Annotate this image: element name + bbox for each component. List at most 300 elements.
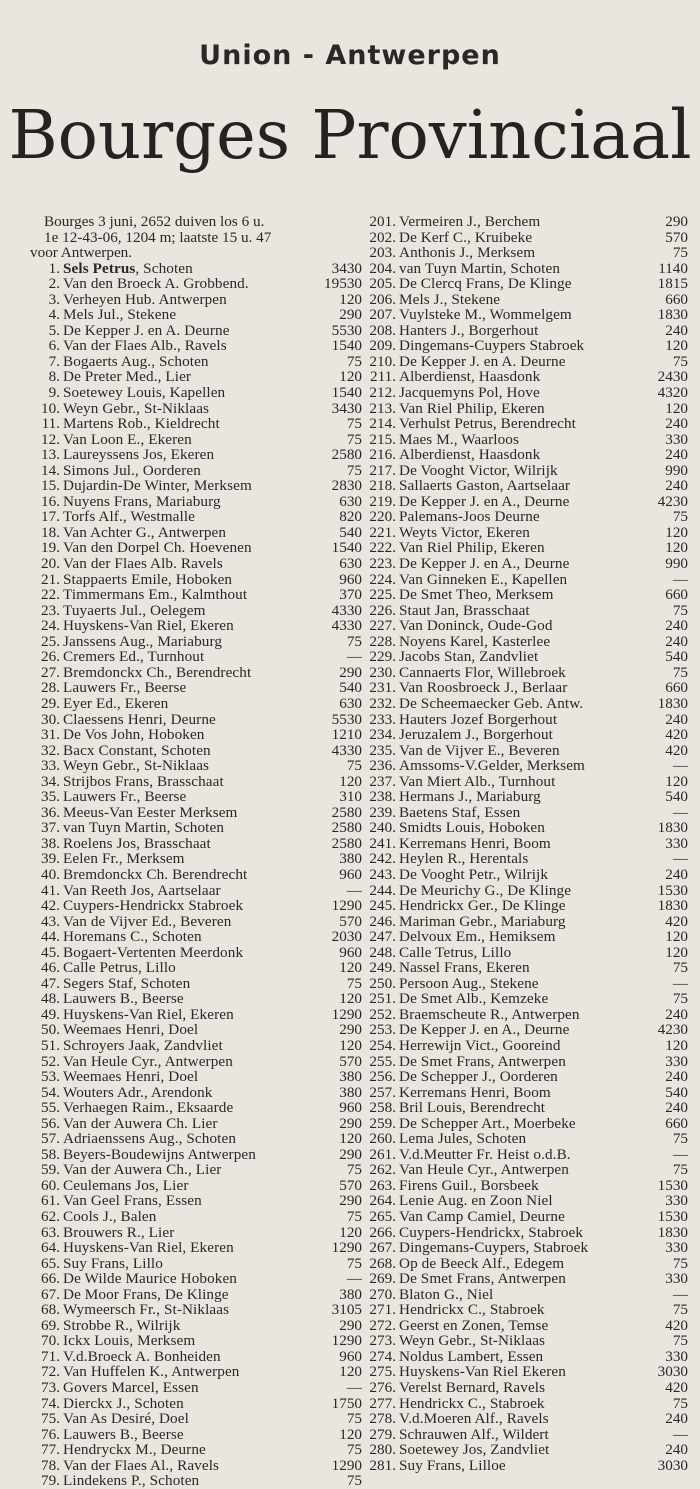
fancier-name	[63, 261, 326, 277]
prize-amount: 380	[339, 1286, 362, 1303]
result-rank: 36.	[41, 804, 60, 821]
result-row	[30, 665, 362, 681]
result-rank: 277.	[369, 1395, 396, 1412]
intro-line-1: Bourges 3 juni, 2652 duiven los 6 u.	[44, 213, 265, 230]
result-row	[30, 1302, 362, 1318]
result-row	[361, 432, 688, 448]
result-row	[361, 1162, 688, 1178]
prize-amount: 3430	[331, 260, 362, 277]
result-row	[361, 245, 688, 261]
result-row	[361, 820, 688, 836]
prize-amount: 120	[665, 338, 688, 354]
result-rank: 268.	[369, 1255, 396, 1272]
prize-amount: 1290	[331, 898, 362, 914]
result-row	[361, 494, 688, 510]
result-rank: 23.	[41, 602, 60, 619]
result-row	[361, 727, 688, 743]
prize-amount: 660	[665, 1115, 688, 1132]
result-row	[30, 743, 362, 759]
result-row	[30, 1193, 362, 1209]
fancier-name: Soetewey Louis, Kapellen	[63, 385, 226, 401]
prize-amount: 310	[339, 789, 362, 805]
fancier-name: De Kepper J. en A., Deurne	[399, 556, 570, 572]
prize-amount: 120	[339, 960, 362, 976]
result-row	[30, 525, 362, 541]
result-row	[30, 416, 362, 432]
fancier-name: Schroyers Jaak, Zandvliet	[63, 1037, 223, 1054]
result-rank: 59.	[41, 1162, 60, 1178]
result-rank: 276.	[369, 1380, 396, 1396]
fancier-name: De Smet Alb., Kemzeke	[399, 991, 549, 1007]
result-row	[30, 1022, 362, 1038]
fancier-name: Lauwers Fr., Beerse	[63, 680, 187, 696]
prize-amount: 75	[346, 462, 362, 479]
fancier-name: Nassel Frans, Ekeren	[399, 960, 530, 976]
result-row	[30, 1318, 362, 1334]
fancier-name: De Kepper J. en A. Deurne	[399, 353, 566, 370]
result-row	[30, 991, 362, 1007]
fancier-name: Geerst en Zonen, Temse	[399, 1317, 549, 1334]
prize-amount: 120	[665, 1037, 688, 1054]
result-row	[30, 634, 362, 650]
result-rank: 229.	[369, 649, 396, 665]
result-row	[30, 369, 362, 385]
result-rank: 2.	[48, 276, 60, 292]
fancier-name: Nuyens Frans, Mariaburg	[63, 493, 221, 510]
result-rank: 244.	[369, 882, 396, 899]
result-rank: 258.	[369, 1100, 396, 1116]
result-row	[30, 1442, 362, 1458]
result-row	[30, 432, 362, 448]
result-rank: 249.	[369, 960, 396, 976]
result-row	[30, 945, 362, 961]
result-rank: 41.	[41, 882, 60, 899]
fancier-name: Schrauwen Alf., Wildert	[399, 1426, 549, 1443]
prize-amount: 820	[339, 509, 362, 525]
result-row	[361, 774, 688, 790]
fancier-name: Weyn Gebr., St-Niklaas	[63, 758, 210, 774]
result-row	[30, 1287, 362, 1303]
fancier-name: Vermeiren J., Berchem	[399, 214, 541, 230]
result-row	[361, 1240, 688, 1256]
fancier-name: Van Roosbroeck J., Berlaar	[399, 680, 568, 696]
prize-amount: 990	[665, 556, 688, 572]
prize-amount: 75	[346, 416, 362, 432]
prize-amount: 1830	[657, 898, 688, 914]
result-rank: 259.	[369, 1115, 396, 1132]
prize-amount: 630	[339, 556, 362, 572]
result-rank: 73.	[41, 1380, 60, 1396]
result-row	[30, 509, 362, 525]
prize-amount: 4320	[657, 385, 688, 401]
result-rank: 265.	[369, 1209, 396, 1225]
result-row	[30, 494, 362, 510]
fancier-name: Huyskens-Van Riel, Ekeren	[63, 618, 234, 634]
result-rank: 31.	[41, 727, 60, 743]
fancier-name: Van Riel Philip, Ekeren	[399, 400, 545, 417]
fancier-name: Vuylsteke M., Wommelgem	[399, 307, 572, 323]
result-row	[30, 354, 362, 370]
fancier-name: Adriaenssens Aug., Schoten	[63, 1131, 237, 1147]
prize-amount: 120	[665, 524, 688, 541]
prize-amount: 75	[346, 353, 362, 370]
prize-amount: 570	[665, 229, 688, 246]
result-row	[361, 401, 688, 417]
fancier-name: Dingemans-Cuypers, Stabroek	[399, 1240, 589, 1256]
results-column-left	[30, 214, 362, 1489]
result-rank: 32.	[41, 742, 60, 759]
result-row	[30, 1007, 362, 1023]
result-row	[361, 556, 688, 572]
fancier-name: Dierckx J., Schoten	[63, 1395, 184, 1412]
result-rank: 50.	[41, 1022, 60, 1038]
result-rank: 217.	[369, 462, 396, 479]
result-rank: 56.	[41, 1115, 60, 1132]
prize-amount: 120	[339, 1037, 362, 1054]
result-row	[361, 1054, 688, 1070]
prize-amount: 2580	[331, 835, 362, 852]
fancier-name: Bremdonckx Ch. Berendrecht	[63, 866, 248, 883]
prize-amount: 3030	[657, 1364, 688, 1381]
result-row	[361, 1287, 688, 1303]
prize-amount: 75	[346, 1209, 362, 1225]
fancier-name: De Clercq Frans, De Klinge	[399, 276, 572, 292]
result-row	[361, 587, 688, 603]
result-row	[30, 914, 362, 930]
fancier-name: Noldus Lambert, Essen	[399, 1348, 544, 1365]
result-row	[361, 540, 688, 556]
result-row	[361, 1147, 688, 1163]
result-rank: 237.	[369, 773, 396, 790]
result-row	[361, 618, 688, 634]
result-rank: 240.	[369, 820, 396, 836]
fancier-name: Huyskens-Van Riel, Ekeren	[63, 1006, 234, 1023]
fancier-name: Weyts Victor, Ekeren	[399, 524, 530, 541]
prize-amount: 120	[339, 291, 362, 308]
prize-amount: 330	[665, 1348, 688, 1365]
result-row	[361, 525, 688, 541]
result-rank: 5.	[48, 322, 60, 339]
prize-amount: 2580	[331, 804, 362, 821]
fancier-name: De Smet Frans, Antwerpen	[399, 1271, 566, 1287]
fancier-name: van Tuyn Martin, Schoten	[63, 820, 225, 836]
result-rank: 263.	[369, 1177, 396, 1194]
fancier-name: Delvoux Em., Hemiksem	[399, 929, 556, 945]
result-row	[361, 1364, 688, 1380]
result-rank: 21.	[41, 571, 60, 588]
result-rank: 75.	[41, 1411, 60, 1427]
result-rank: 47.	[41, 975, 60, 992]
result-row	[361, 680, 688, 696]
prize-amount: 570	[339, 1053, 362, 1070]
prize-amount: 75	[346, 758, 362, 774]
fancier-name: Hermans J., Mariaburg	[399, 789, 541, 805]
result-rank: 248.	[369, 944, 396, 961]
prize-amount: 240	[665, 1069, 688, 1085]
result-row	[361, 1178, 688, 1194]
result-rank: 55.	[41, 1100, 60, 1116]
result-rank: 34.	[41, 773, 60, 790]
result-rank: 221.	[369, 524, 396, 541]
result-rank: 17.	[41, 509, 60, 525]
result-rank: 281.	[369, 1457, 396, 1474]
result-row	[361, 1069, 688, 1085]
prize-amount: 570	[339, 1177, 362, 1194]
result-row	[361, 758, 688, 774]
result-rank: 58.	[41, 1146, 60, 1163]
fancier-name: De Moor Frans, De Klinge	[63, 1286, 229, 1303]
result-rank: 26.	[41, 649, 60, 665]
result-rank: 218.	[369, 478, 396, 494]
fancier-name: Van de Vijver Ed., Beveren	[63, 913, 232, 930]
result-row	[30, 960, 362, 976]
fancier-name: Ickx Louis, Merksem	[63, 1333, 196, 1349]
result-row	[30, 1100, 362, 1116]
result-row	[30, 836, 362, 852]
fancier-name: Mels J., Stekene	[399, 291, 501, 308]
result-row	[30, 401, 362, 417]
result-row	[30, 805, 362, 821]
fancier-name: Amssoms-V.Gelder, Merksem	[399, 758, 585, 774]
prize-amount: 960	[339, 1348, 362, 1365]
prize-amount: 75	[346, 1473, 362, 1489]
prize-amount: —	[346, 882, 362, 899]
fancier-name: Strobbe R., Wilrijk	[63, 1317, 181, 1334]
result-rank: 278.	[369, 1411, 396, 1427]
result-rank: 205.	[369, 276, 396, 292]
result-row	[361, 867, 688, 883]
fancier-name: Kerremans Henri, Boom	[399, 835, 551, 852]
result-row	[361, 960, 688, 976]
prize-amount: 1290	[331, 1333, 362, 1349]
prize-amount: 4330	[331, 742, 362, 759]
result-rank: 1.	[48, 260, 60, 277]
fancier-name: Bogaerts Aug., Schoten	[63, 353, 209, 370]
result-row	[361, 385, 688, 401]
result-rank: 78.	[41, 1457, 60, 1474]
fancier-name: Cuypers-Hendrickx Stabroek	[63, 898, 244, 914]
fancier-name: Verhaegen Raim., Eksaarde	[63, 1100, 234, 1116]
result-row	[361, 1131, 688, 1147]
fancier-name: Verhulst Petrus, Berendrecht	[399, 416, 576, 432]
prize-amount: 1210	[331, 727, 362, 743]
race-intro	[30, 214, 362, 261]
result-row	[361, 712, 688, 728]
fancier-name: Maes M., Waarloos	[399, 431, 519, 448]
fancier-name: Suy Frans, Lillo	[63, 1255, 163, 1272]
results-column-right	[361, 214, 688, 1473]
result-row	[361, 509, 688, 525]
result-rank: 54.	[41, 1084, 60, 1101]
result-row	[30, 851, 362, 867]
fancier-name: Meeus-Van Eester Merksem	[63, 804, 238, 821]
result-row	[30, 867, 362, 883]
fancier-name: Van der Flaes Alb. Ravels	[63, 556, 223, 572]
result-rank: 76.	[41, 1426, 60, 1443]
result-rank: 38.	[41, 835, 60, 852]
result-rank: 45.	[41, 944, 60, 961]
result-rank: 275.	[369, 1364, 396, 1381]
prize-amount: 75	[672, 1333, 688, 1349]
result-rank: 53.	[41, 1069, 60, 1085]
prize-amount: 240	[665, 478, 688, 494]
fancier-name: Claessens Henri, Deurne	[63, 711, 216, 728]
result-row	[30, 1162, 362, 1178]
fancier-name: Braemscheute R., Antwerpen	[399, 1006, 580, 1023]
fancier-name: Jacquemyns Pol, Hove	[399, 385, 540, 401]
fancier-name: Van der Flaes Alb., Ravels	[63, 338, 227, 354]
prize-amount: 75	[672, 602, 688, 619]
fancier-name: Van As Desiré, Doel	[63, 1411, 189, 1427]
prize-amount: 120	[665, 773, 688, 790]
result-rank: 216.	[369, 447, 396, 463]
prize-amount: —	[672, 975, 688, 992]
result-row	[361, 1318, 688, 1334]
result-rank: 266.	[369, 1224, 396, 1241]
result-row	[30, 712, 362, 728]
prize-amount: 290	[339, 1115, 362, 1132]
prize-amount: 75	[672, 991, 688, 1007]
result-rank: 72.	[41, 1364, 60, 1381]
fancier-name: Van Miert Alb., Turnhout	[399, 773, 556, 790]
prize-amount: 120	[665, 944, 688, 961]
result-rank: 228.	[369, 633, 396, 650]
fancier-name: De Vooght Petr., Wilrijk	[399, 866, 549, 883]
fancier-name: Dujardin-De Winter, Merksem	[63, 478, 252, 494]
fancier-name: Van den Dorpel Ch. Hoevenen	[63, 540, 252, 557]
prize-amount: 5530	[331, 711, 362, 728]
result-row	[361, 416, 688, 432]
prize-amount: 330	[665, 1240, 688, 1256]
result-rank: 214.	[369, 416, 396, 432]
fancier-name: Blaton G., Niel	[399, 1286, 494, 1303]
fancier-name: Roelens Jos, Brasschaat	[63, 835, 211, 852]
prize-amount: 120	[339, 991, 362, 1007]
fancier-name: Herrewijn Vict., Gooreind	[399, 1037, 561, 1054]
fancier-name: Huyskens-Van Riel, Ekeren	[63, 1240, 234, 1256]
prize-amount: 290	[339, 307, 362, 323]
prize-amount: 540	[339, 524, 362, 541]
result-row	[361, 323, 688, 339]
intro-line-2: 1e 12-43-06, 1204 m; laatste 15 u. 47	[44, 228, 272, 246]
fancier-name: Cuypers-Hendrickx, Stabroek	[399, 1224, 584, 1241]
result-row	[30, 338, 362, 354]
result-row	[30, 307, 362, 323]
fancier-name: Noyens Karel, Kasterlee	[399, 633, 551, 650]
prize-amount: 75	[672, 353, 688, 370]
result-rank: 242.	[369, 851, 396, 867]
fancier-name: Anthonis J., Merksem	[399, 245, 536, 261]
prize-amount: 240	[665, 633, 688, 650]
result-row	[361, 851, 688, 867]
prize-amount: 290	[339, 1022, 362, 1038]
prize-amount: 5530	[331, 322, 362, 339]
results-list-left	[30, 261, 362, 1489]
prize-amount: 570	[339, 913, 362, 930]
result-rank: 40.	[41, 866, 60, 883]
result-rank: 224.	[369, 571, 396, 588]
fancier-name: Ceulemans Jos, Lier	[63, 1177, 189, 1194]
fancier-name: Weemaes Henri, Doel	[63, 1069, 199, 1085]
result-rank: 238.	[369, 789, 396, 805]
result-row	[361, 1100, 688, 1116]
result-rank: 7.	[48, 353, 60, 370]
result-rank: 10.	[41, 400, 60, 417]
result-rank: 60.	[41, 1177, 60, 1194]
prize-amount: 1830	[657, 1224, 688, 1241]
result-rank: 236.	[369, 758, 396, 774]
fancier-name: Alberdienst, Haasdonk	[399, 369, 541, 386]
result-rank: 46.	[41, 960, 60, 976]
result-row	[30, 1085, 362, 1101]
result-row	[361, 230, 688, 246]
prize-amount: 3105	[331, 1302, 362, 1318]
prize-amount: 75	[346, 1255, 362, 1272]
result-row	[361, 1085, 688, 1101]
result-row	[30, 1240, 362, 1256]
result-rank: 232.	[369, 695, 396, 712]
fancier-name: Brouwers R., Lier	[63, 1224, 175, 1241]
result-rank: 49.	[41, 1006, 60, 1023]
prize-amount: 1830	[657, 307, 688, 323]
fancier-name: Eyer Ed., Ekeren	[63, 695, 169, 712]
result-row	[361, 1225, 688, 1241]
result-row	[361, 463, 688, 479]
result-row	[361, 1007, 688, 1023]
result-row	[30, 1256, 362, 1272]
result-rank: 251.	[369, 991, 396, 1007]
result-rank: 30.	[41, 711, 60, 728]
result-row	[30, 447, 362, 463]
prize-amount: 420	[665, 1317, 688, 1334]
result-row	[30, 1349, 362, 1365]
prize-amount: 420	[665, 1380, 688, 1396]
prize-amount: 120	[339, 1426, 362, 1443]
intro-line-3: voor Antwerpen.	[30, 244, 133, 262]
fancier-name: De Vos John, Hoboken	[63, 727, 205, 743]
fancier-name: Lauwers Fr., Beerse	[63, 789, 187, 805]
fancier-name: V.d.Meutter Fr. Heist o.d.B.	[399, 1146, 571, 1163]
fancier-name: Horemans C., Schoten	[63, 929, 202, 945]
result-row	[30, 1209, 362, 1225]
prize-amount: 240	[665, 1006, 688, 1023]
result-rank: 44.	[41, 929, 60, 945]
result-row	[361, 354, 688, 370]
prize-amount: 540	[339, 680, 362, 696]
result-rank: 223.	[369, 556, 396, 572]
result-rank: 280.	[369, 1442, 396, 1458]
result-rank: 222.	[369, 540, 396, 557]
fancier-name: Soetewey Jos, Zandvliet	[399, 1442, 550, 1458]
fancier-name: Govers Marcel, Essen	[63, 1380, 199, 1396]
prize-amount: 240	[665, 618, 688, 634]
winner-name: Sels Petrus	[63, 260, 136, 277]
prize-amount: 1830	[657, 820, 688, 836]
result-rank: 12.	[41, 431, 60, 448]
prize-amount: 75	[346, 1411, 362, 1427]
fancier-name: V.d.Broeck A. Bonheiden	[63, 1348, 221, 1365]
result-rank: 37.	[41, 820, 60, 836]
fancier-name: De Vooght Victor, Wilrijk	[399, 462, 558, 479]
prize-amount: 1140	[658, 260, 688, 277]
prize-amount: 960	[339, 944, 362, 961]
prize-amount: 420	[665, 742, 688, 759]
result-rank: 207.	[369, 307, 396, 323]
fancier-name: Van Camp Camiel, Deurne	[399, 1209, 565, 1225]
result-rank: 255.	[369, 1053, 396, 1070]
prize-amount: 120	[339, 1224, 362, 1241]
result-rank: 68.	[41, 1302, 60, 1318]
